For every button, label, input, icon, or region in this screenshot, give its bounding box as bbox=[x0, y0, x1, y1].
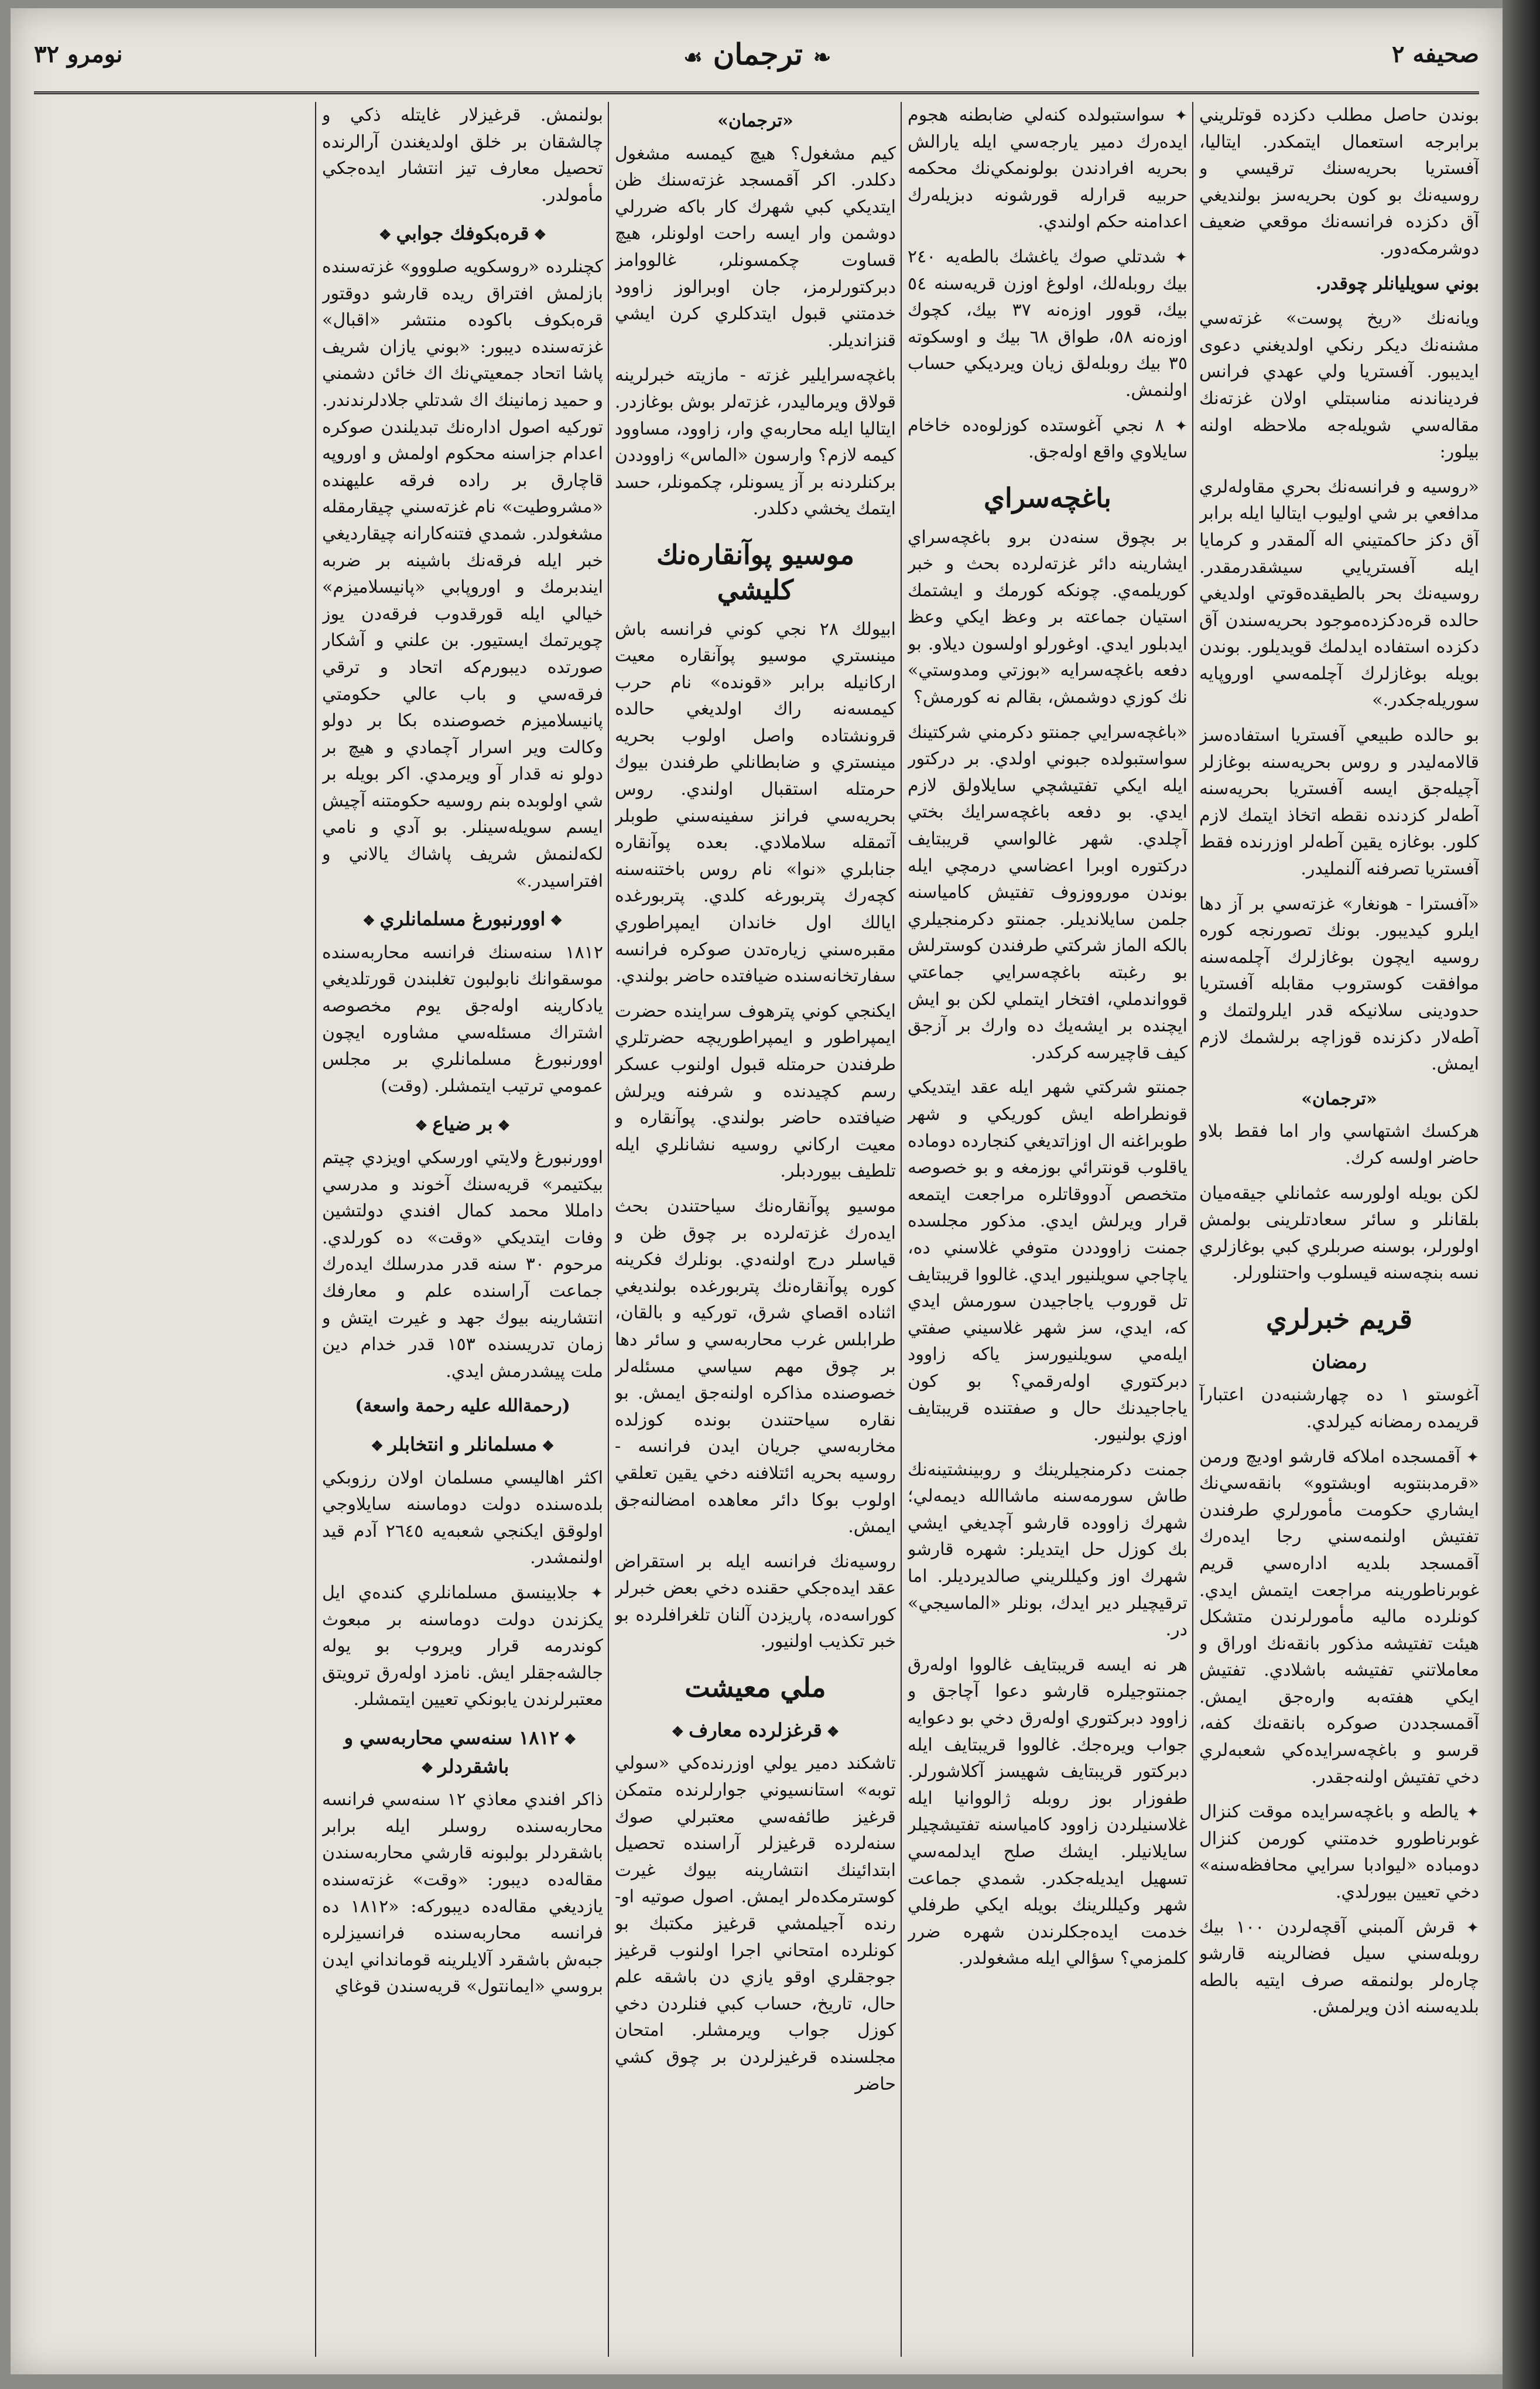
news-item: ✦ شدتلي صوك ياغشك بالطه‌يه ٢٤٠ بيك روبله‌لك، اولوغ اوزن قريه‌سنه ٥٤ بيك، قوور اوزه‌نه ٣٧ بيك، كچوك اوزه‌نه ٥٨، طواق ٦٨ بيك و اوسكوته ٣٥ بيك روبله‌لق زيان ويرديكي حساب اولنمش. bbox=[908, 244, 1187, 404]
ornament-icon: ❖ bbox=[563, 1730, 577, 1748]
paragraph: بوندن حاصل مطلب دكزده قوتلريني برابرجه استعمال ايتمكدر. ايتاليا، آفستريا بحريه‌سنك ترقيسي و روسيه‌نك بو كون بحريه‌سز بولنديغي آق دكزده فرانسه‌نك موقعي ضعيف دوشرمكه‌دور. bbox=[1199, 105, 1479, 259]
paragraph: تاشكند دمير يولي اوزرنده‌كي «سولي توبه» استانسيوني جوارلرنده متمكن قرغيز طائفه‌سي معتبرلي صوك سنه‌لرده قرغيزلر آراسنده تحصيل ابتدائينك انتشارينه بيوك غيرت كوسترمكده‌لر ايمش. اصول صوتيه او-رنده آجيلمشي قرغيز مكتبك بو كونلرده امتحاني اجرا اولنوب قرغيز جوجقلري اوقو يازي دن باشقه علم حال، تاريخ، حساب كبي فنلردن دخي كوزل جواب ويرمشلر. امتحان مجلسنده قرغيزلردن بر چوق كشي حاضر bbox=[615, 1753, 896, 2094]
paragraph: ١٨١٢ سنه‌سنك فرانسه محاربه‌سنده موسقوانك نابولبون تغلبندن قورتلديغي يادكارينه اوله‌جق يوم مخصوصه اشتراك مسئله‌سي مشاوره ايچون اوورنبورغ مسلمانلري بر مجلس عمومي ترتيب ايتمشلر. (وقت) bbox=[322, 942, 603, 1096]
paragraph: «باغچه‌سرايي جمنتو دكرمني شركتينك سواستبولده جبوني اولدي. بر دركتور ايله ايكي تفتيشچي سايلاولق لازم ايدي. بو دفعه باغچه‌سرايك بختي آچلدي. شهر غالواسي قريبتايف دركتوره اوبرا اعضاسي درمچي ايله بوندن مورووزوف تفتيش كاميا‌سنه جلمن سايلانديلر. جمنتو دكرمنجيلري بالكه الماز شركتي طرفندن كوسترلش بو رغبته باغچه‌سرايي جماعتي قوواندملي، افتخار ايتملي لكن بو ايش ايچنده بر ايشه‌يك ده وارك بر آزجق كيف قاچيرسه كركدر. bbox=[908, 722, 1187, 1063]
paragraph: كچنلرده «روسكويه صلووو» غزته‌سنده بازلمش افتراق ريده قارشو دوقتور قره‌بكوف باكوده منتشر «اقبال» غزته‌سنده ديبور: «بوني يازان شريف پاشا اتحاد جمعيتي‌نك اك خائن دشمني و حميد زمانينك اك شدتلي جلادلرندندر. توركيه اصول اداره‌نك تبديلندن صوكره اعدام جزاسنه محكوم اولمش و اوروپه قاچارق بر راده فرقه عليهنده «مشروطيت» نام غزته‌سني چيقارمقله مشغولدر. شمدي فتنه‌كارانه چيقارديغي خبر ايله فرقه‌نك باشينه بر ضربه ايندبرمك و اوروپابي «پانيسلاميزم» خيالي ايله قورقدوب فرقه‌دن يوز چويرتمك ايستيور. بن علني و آشكار صورتده ديبورم‌كه اتحاد و ترقي فرقه‌سي و باب عالي حكومتي پانيسلاميزم خصوصنده بكا بر دولو وكالت وير اسرار آچمادي و هيچ بر دولو نه قدار آو ويرمدي. اكر بويله بر شي اولوبده بنم روسيه حكومتنه آچيش ايسم سويله‌سينلر. بو آدي و نامي لكه‌لنمش شريف پاشاك يالاني و افترا‌سيدر.» bbox=[322, 257, 603, 891]
ornament-icon: ❖ bbox=[378, 226, 392, 244]
masthead bbox=[638, 37, 877, 71]
ornament-icon: ❖ bbox=[362, 912, 375, 929]
masthead-title: ترجمان bbox=[713, 36, 803, 71]
page-header bbox=[34, 19, 1479, 89]
ornament-icon: ❖ bbox=[826, 1722, 840, 1740]
subheading-text: مسلمانلر و انتخابلر bbox=[388, 1433, 538, 1455]
signature: (رحمةالله عليه رحمة واسعة) bbox=[355, 1396, 570, 1417]
paragraph: ابيولك ٢٨ نجي كوني فرانسه باش مينستري موسيو پوآنقاره معيت اركانيله برابر «قونده» نام حرب كيمسه‌نه راك اولديغي حالده قرونشتاده واصل اولوب بحريه مينستري و ضابطانلي طرفندن بيوك حرمتله استقبال اولندي. روس بحريه‌سي فرانز سفينه‌سني طوبلر آتمقله سلاملادي. بعده پوآنقاره جنابلري «نوا» نام روس باختنه‌سنه كچه‌رك پتربورغه كلدي. پتربورغده ايالك اول خاندان ايمپراطوري مقبره‌سني زياره‌تدن صوكره فرانسه سفارتخانه‌سنده ضيافتده حاضر بولندي. bbox=[615, 618, 896, 987]
paragraph: كيم مشغول؟ هيچ كيمسه مشغول دكلدر. اكر آقمسجد غزته‌سنك ظن ايتديكي كبي شهرك كار باكه ضررلي دوشمن وار ايسه راحت اولونلر، هيچ قساوت چكمسونلر، غالووامز دبركتورلرمز، جان اوبرالوز زاوود خدمتني قبول ايتدكلري كرن ايشي قنزانديلر. bbox=[615, 143, 896, 351]
ornament-icon: ❖ bbox=[542, 1437, 555, 1454]
subheading bbox=[322, 219, 603, 248]
subheading bbox=[322, 1724, 603, 1780]
signature: «ترجمان» bbox=[1301, 1088, 1377, 1109]
paragraph: لكن بويله اولورسه عثمانلي جيقه‌ميان بلقانلر و سائر سعادتلرينى بولمش اولورلر، بوسنه صربلري كبي بوغازلري نسه بنچه‌سنه قيسلوب واحتنلورلر. bbox=[1199, 1182, 1479, 1284]
paragraph: ويانه‌نك «ريخ پوست» غزته‌سي مشنه‌نك ديكر رنكي اولديغني دعوى ايديبور. آفستريا ولي عهدي فرانس فرديناندنه مناسبتلي اولان غزته‌نك مقاله‌سي شويله‌جه ملاحظه اولنه بيلور: bbox=[1199, 308, 1479, 463]
paragraph: ذاكر افندي معاذي ١٢ سنه‌سي فرانسه محاربه‌سنده روسلر ايله برابر باشقردلر بولبونه قارشي محاربه‌سندن مقاله‌ده ديبور: «وقت» غزته‌سنده يازديغي مقاله‌ده ديبوركه: «١٨١٢ ده فرانسه محاربه‌سنده فرانسيزلره جبه‌ش باشقرد آلايلرينه قومانداني ايدن بروسي «ايمانتول» قريه‌سندن قوغاي bbox=[322, 1789, 603, 1997]
section-heading: باغچه‌سراي bbox=[984, 481, 1111, 514]
news-item: ✦ جلابينسق مسلمانلري كنده‌ي ايل يكزندن دولت دوماسنه بر مبعوث كوندرمه قرار ويروب بو يوله جالشه‌جقلر ايش. نامزد اوله‌رق ترويتق معتبرلرندن يابونكي تعيين ايتمشلر. bbox=[322, 1580, 603, 1713]
news-item: ✦ سواستبولده كنه‌لي ضابطنه هجوم ايده‌رك دمير يارجه‌سي ايله يارالش بحريه افرادندن بولونمكي‌نك محكمه حربيه قرارله قورشونه دبزيله‌رك اعدامنه حكم اولندي. bbox=[908, 102, 1187, 235]
ornament-icon: ❖ bbox=[497, 1117, 511, 1134]
ornament-icon: ❖ bbox=[415, 1117, 428, 1134]
paragraph: بولنمش. قرغيزلار غايتله ذكي و چالشقان بر خلق اولديغندن آرالرنده تحصيل معارف تيز انتشار ايده‌جكي مأمولدر. bbox=[322, 105, 603, 206]
paragraph: هر نه ايسه قريبتايف غالووا اوله‌رق جمنتوجيلره قارشو دعوا آچاجق و زاوود دبركتوري اوله‌رق دخي بو دعوايه جواب ويره‌جك. غالووا قريبتايف ايله دبركتور قريبتايف شهيسز آكلاشورلر. طفوزار بوز روبله ژالووانيا ايله غلاسنيلردن زاوود كاميا‌سنه تفتيشچيلر سايلانيلر. ايشك صلح ايدلمه‌سي تسهيل ايديله‌جكدر. شمدي جماعت شهر وكيللرينك بويله ايكي طرفلي خدمت ايده‌جكلرندن شهره ضرر كلمزمي؟ سؤالي ايله مشغولدر. bbox=[908, 1654, 1187, 1969]
column-divider bbox=[315, 102, 316, 2357]
subheading bbox=[322, 905, 603, 934]
paragraph: جمنتو شركتي شهر ايله عقد ايتديكي قونطراطه ايش كوريكي و شهر طوبراغنه ال اوزاتديغي كنجارده دوماده ياقلوب قونترائي بوزمغه و بو خصوصه متخصص آدووقاتلره مراجعت ايتمعه قرار ويرلش ايدي. مذكور مجلسده جمنت زاووددن متوفي غلاسني ده، ياچاجي سويلنيور ايدي. غالووا قريبتايف تل قوروب ياجاجيدن سورمش ايدي كه، ايدي، سز شهر غلاسيني صفتي ايله‌مي سويلنيورسز ياكه زاوود دبركتوري اوله‌رقمي؟ بو كون ياجاجيدنك حال و صفتنده قريبتايف اوزي بولنيور. bbox=[908, 1077, 1187, 1445]
paragraph: باغچه‌سرايلير غزته - مازيته خبرلرينه قولاق ويرماليدر، غزته‌لر بوش بوغازدر. ايتاليا ايله محاربه‌ي وار، زاوود، مساوود كيمه لازم؟ وارسون «الماس» زاووددن بركنلردنه بر آز يسونلر، چكمونلر، حسد ايتمك يخشي دكلدر. bbox=[615, 365, 896, 520]
subheading: بوني سويليانلر چوقدر. bbox=[1315, 273, 1479, 294]
column-3 bbox=[615, 102, 896, 2357]
news-item: ✦ ٨ نجي آغوستده كوزلوه‌ده خاخام سايلاوي واقع اوله‌جق. bbox=[908, 412, 1187, 466]
subheading-text: قرغزلرده معارف bbox=[689, 1718, 822, 1741]
column-divider bbox=[608, 102, 609, 2357]
ornament-icon: ❖ bbox=[533, 226, 547, 244]
subheading bbox=[615, 1716, 896, 1745]
paragraph: «روسيه و فرانسه‌نك بحري مقاوله‌لري مدافعي بر شي اوليوب ايتاليا ايله برابر آق دكز حاكمتيني اله آلمقدر و كرمايا ايله آفستريايي سيشقدرمقدر. روسيه‌نك بحر بالطيقده‌قوتي اولديغي حالده قره‌دكزده‌موجود بحريه‌سندن آق دكزده استفاده ايدلمك قويديلور. بوندن بويله بوغازلرك آچلمه‌سي اوروپايه سوريله‌جكدر.» bbox=[1199, 476, 1479, 711]
newspaper-page bbox=[11, 8, 1503, 2374]
paragraph: ايكنجي كوني پترهوف سراينده حضرت ايمپراطور و ايمپراطوريچه حضرتلري طرفندن حرمتله قبول اولنوب عسكر رسم كچيدنده و شرفنه ويرلش ضيافتده حاضر بولندي. پوآنقاره و معيت اركاني روسيه نشانلري ايله تلطيف بيوردبلر. bbox=[615, 1000, 896, 1182]
page-number-label: صحيفه ٢ bbox=[1392, 40, 1479, 68]
paragraph: اوورنبورغ ولايتي اورسكي اويزدي چيتم بيكتيمر» قريه‌سنك آخوند و مدرسي دامللا محمد كمال افندي دولتشين وفات ايتديكي «وقت» ده كورلدي. مرحوم ٣٠ سنه قدر مدرسلك ايده‌رك جماعت آراسنده علم و معارفك انتشارينه بيوك جهد و غيرت ايتش و زمان تدريسنده ١٥٣ قدر خدام دين ملت پيشدرمش ايدي. bbox=[322, 1147, 603, 1382]
news-item: ✦ آقمسجده املاكه قارشو اوديچ ورمن «قرمدبنتوبه اوبشتوو» بانقه‌سي‌نك ايشاري حكومت مأمورلري طرفندن تفتيش اولنمه‌سني رجا ايده‌رك آقمسجد بلديه اداره‌سي قريم غوبرناطورينه مراجعت ايتمش ايدي. كونلرده ماليه مأمورلرندن متشكل هيئت تفتيشه مذكور بانقه‌نك اوراق و معاملاتني تفتيشه باشلادي. تفتيش ايكي هفته‌به واره‌جق ايمش. آقمسجددن صوكره بانقه‌نك كفه، قرسو و باغچه‌سرايده‌كي شعبه‌لري دخي تفتيش اولنه‌جقدر. bbox=[1199, 1444, 1479, 1791]
paragraph: موسيو پوآنقاره‌نك سياحتندن بحث ايده‌رك غزته‌لرده بر چوق ظن و قياسلر درج اولنه‌دي. بونلرك فكرينه كوره پوآنقاره‌نك پتربورغده بولنديغي اثناده اقصاي شرق، توركيه و بالقان، طرابلس غرب محاربه‌سي و سائر دها بر چوق مهم سياسي مسئله‌لر خصوصنده مذاكره اولنه‌جق ايمش. بو نقاره سياحتندن بونده كوزلده مخاربه‌سي جريان ايدن فرانسه - روسيه بحريه ائتلافنه دخي يقين تعلقي اولوب بوكا دائر معاهده امضالنه‌جق ايمش. bbox=[615, 1195, 896, 1537]
paragraph: اكثر اهاليسي مسلمان اولان رزوبكي بلده‌سنده دولت دوماسنه سايلاوجي اولوقق ايكنجي شعبه‌يه ٢٦٤٥ آدم قيد اولنمشدر. bbox=[322, 1467, 603, 1568]
news-item: ✦ قرش آلمبني آقچه‌لردن ١٠٠ بيك روبله‌سني سيل فضالرينه قارشو چارەلر بولنمقه صرف ايتيه بالطه بلديه‌سنه اذن ويرلمش. bbox=[1199, 1914, 1479, 2021]
subheading: رمضان bbox=[1312, 1350, 1367, 1373]
ornament-right-icon: ☙ bbox=[683, 45, 703, 70]
signature: «ترجمان» bbox=[717, 111, 793, 131]
subheading-text: اوورنبورغ مسلمانلري bbox=[379, 908, 546, 931]
column-divider bbox=[1192, 102, 1193, 2357]
subheading bbox=[322, 1430, 603, 1459]
column-divider bbox=[901, 102, 902, 2357]
column-2 bbox=[908, 102, 1187, 2357]
news-item: ✦ يالطه و باغچه‌سرايده موقت كنزال غوبرناطورو خدمتني كورمن كنزال دومباده «ليوادبا سرايي محافظه‌سنه» دخي تعيين بيورلدي. bbox=[1199, 1799, 1479, 1905]
ornament-left-icon: ❧ bbox=[813, 45, 831, 70]
binding-edge bbox=[1503, 0, 1540, 2389]
subheading-text: قره‌بكوفك جوابي bbox=[396, 222, 529, 245]
column-1 bbox=[1199, 102, 1479, 2357]
header-rule bbox=[34, 91, 1479, 94]
paragraph: هركسك اشتهاسي وار اما فقط بلاو حاضر اولسه كرك. bbox=[1199, 1121, 1479, 1168]
section-heading: قريم خبرلري bbox=[1266, 1303, 1412, 1335]
paragraph: جمنت دكرمنجيلرينك و روبينشتينەنك طاش سورمه‌سنه ماشاالله ديمه‌لي؛ شهرك زاووده قارشو آچديغي ايشي بك كوزل حل ايتديلر: شهره قارشو شهرك اوز وكيللريني صالديرديلر. اما ترقيچيلر دير ايدك، بونلر «الماسيجي» در. bbox=[908, 1459, 1187, 1640]
ornament-icon: ❖ bbox=[420, 1759, 434, 1776]
paragraph: روسيه‌نك فرانسه ايله بر استقراض عقد ايده‌جكي حقنده دخي بعض خبرلر كوراسه‌ده، پاريزدن آلنان تلغرافلرده بو خبر تكذيب اولنيور. bbox=[615, 1551, 896, 1652]
subheading-text: بر ضياع bbox=[432, 1113, 493, 1136]
ornament-icon: ❖ bbox=[550, 912, 563, 929]
ornament-icon: ❖ bbox=[671, 1722, 685, 1740]
subheading-text: ١٨١٢ سنه‌سي محاربه‌سي و باشقردلر bbox=[344, 1726, 559, 1778]
issue-number-label: نومرو ٣٢ bbox=[34, 40, 123, 68]
ornament-icon: ❖ bbox=[371, 1437, 384, 1454]
section-heading: ملي معيشت bbox=[685, 1672, 826, 1704]
subheading bbox=[322, 1110, 603, 1139]
paragraph: «آفسترا - هونغار» غزته‌سي بر آز دها ايلرو كيديبور. بونك تصورنجه كوره روسيه ايچون بوغازلرك آچلمه‌سنه موافقت كوستروب مقابله آفستريا حدودينى سلانيكه قدر ايلرولتمك و آطه‌لار دكزنده قوزاچه برلشمك لازم ايمش. bbox=[1199, 893, 1479, 1075]
paragraph: آغوستو ١ ده چهارشنبه‌دن اعتبارآ قريمده رمضانه كيرلدي. bbox=[1199, 1385, 1479, 1432]
columns-area bbox=[34, 102, 1479, 2357]
paragraph: بو حالده طبيعي آفستريا استفاده‌سز قالامه‌ليدر و روس بحريه‌سنه بوغازلر آچيله‌جق ايسه آفستريا بحريه‌سنه آطه‌لر كزدنده نقطه اتخاذ ايتمك لازم كلور. بوغازه يقين آطه‌لر اوزرنده فقط آفستريا تصرفنه آلنمليدر. bbox=[1199, 725, 1479, 880]
column-4 bbox=[322, 102, 603, 2357]
paragraph: بر بچوق سنه‌دن برو باغچه‌سراي ايشارينه دائر غزته‌لرده بحث و خبر كوريلمه‌ي. چونكه كورمك و ايشتمك استيان جماعته بر وعظ ايكي وعظ ايدبلور ايدي. اوغورلو اولسون ديلاو. بو دفعه باغچه‌سرايه «بوزتي ومدوستي» نك كوزي دوشمش، بقالم نه كورمش؟ bbox=[908, 527, 1187, 708]
section-heading: موسيو پوآنقاره‌نك كليشي bbox=[656, 538, 854, 606]
